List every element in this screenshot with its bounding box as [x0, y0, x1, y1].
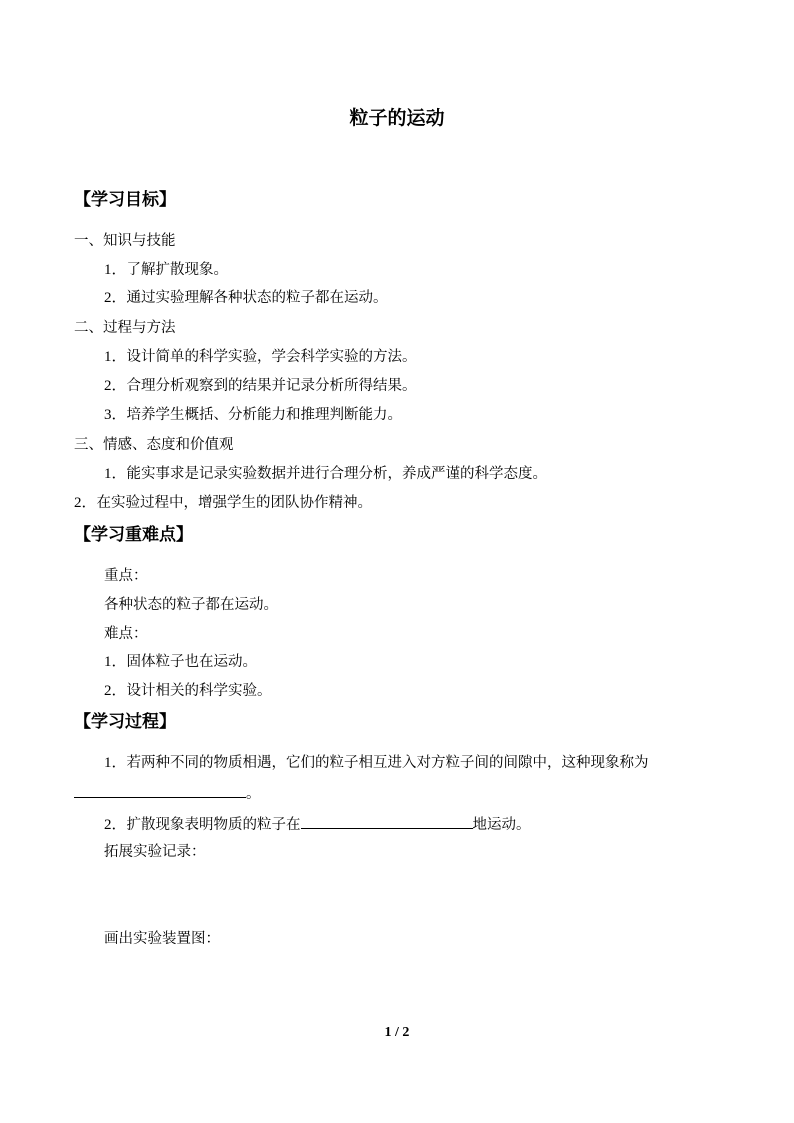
item-text: 固体粒子也在运动。 [126, 654, 258, 670]
item-text: 了解扩散现象。 [126, 262, 229, 278]
item-number: 2． [104, 817, 127, 833]
item-text: 通过实验理解各种状态的粒子都在运动。 [126, 290, 388, 306]
process-heading: 【学习过程】 [74, 712, 176, 732]
focus-label: 重点： [104, 568, 148, 584]
item-text: 培养学生概括、分析能力和推理判断能力。 [126, 407, 403, 423]
list-item [104, 464, 547, 484]
list-item [104, 681, 272, 701]
list-item [104, 347, 417, 367]
answer-blank[interactable] [74, 782, 246, 798]
question-2 [104, 813, 531, 835]
draw-label: 画出实验装置图： [104, 931, 220, 947]
section-title: 二、过程与方法 [74, 320, 176, 336]
item-number: 2． [104, 378, 127, 394]
item-text: 在实验过程中，增强学生的团队协作精神。 [96, 495, 373, 511]
item-number: 2． [74, 495, 97, 511]
item-number: 1． [104, 466, 127, 482]
question-end: 。 [246, 786, 261, 802]
focus-text: 各种状态的粒子都在运动。 [104, 597, 278, 613]
item-number: 1． [104, 654, 127, 670]
objectives-heading: 【学习目标】 [74, 190, 176, 210]
list-item [74, 493, 372, 513]
key-points-heading: 【学习重难点】 [74, 525, 193, 545]
item-text: 设计相关的科学实验。 [126, 683, 272, 699]
page-number: 1 / 2 [384, 1025, 410, 1040]
question-text: 若两种不同的物质相遇，它们的粒子相互进入对方粒子间的间隙中，这种现象称为 [126, 755, 649, 771]
question-text: 地运动。 [472, 817, 531, 833]
question-text: 扩散现象表明物质的粒子在 [126, 817, 301, 833]
extension-label: 拓展实验记录： [104, 844, 206, 860]
list-item [104, 288, 388, 308]
item-number: 2． [104, 290, 127, 306]
answer-blank[interactable] [301, 813, 473, 829]
item-text: 能实事求是记录实验数据并进行合理分析，养成严谨的科学态度。 [126, 466, 548, 482]
list-item [104, 376, 417, 396]
section-title: 一、知识与技能 [74, 233, 176, 249]
item-text: 合理分析观察到的结果并记录分析所得结果。 [126, 378, 417, 394]
item-number: 1． [104, 755, 127, 771]
question-1-answer-line [74, 782, 261, 804]
list-item [104, 260, 228, 280]
question-1 [104, 753, 649, 773]
item-number: 1． [104, 349, 127, 365]
list-item [104, 652, 257, 672]
difficulty-label: 难点： [104, 626, 148, 642]
item-number: 3． [104, 407, 127, 423]
item-number: 1． [104, 262, 127, 278]
item-number: 2． [104, 683, 127, 699]
item-text: 设计简单的科学实验，学会科学实验的方法。 [126, 349, 417, 365]
list-item [104, 405, 402, 425]
page-title: 粒子的运动 [349, 107, 445, 129]
section-title: 三、情感、态度和价值观 [74, 437, 234, 453]
